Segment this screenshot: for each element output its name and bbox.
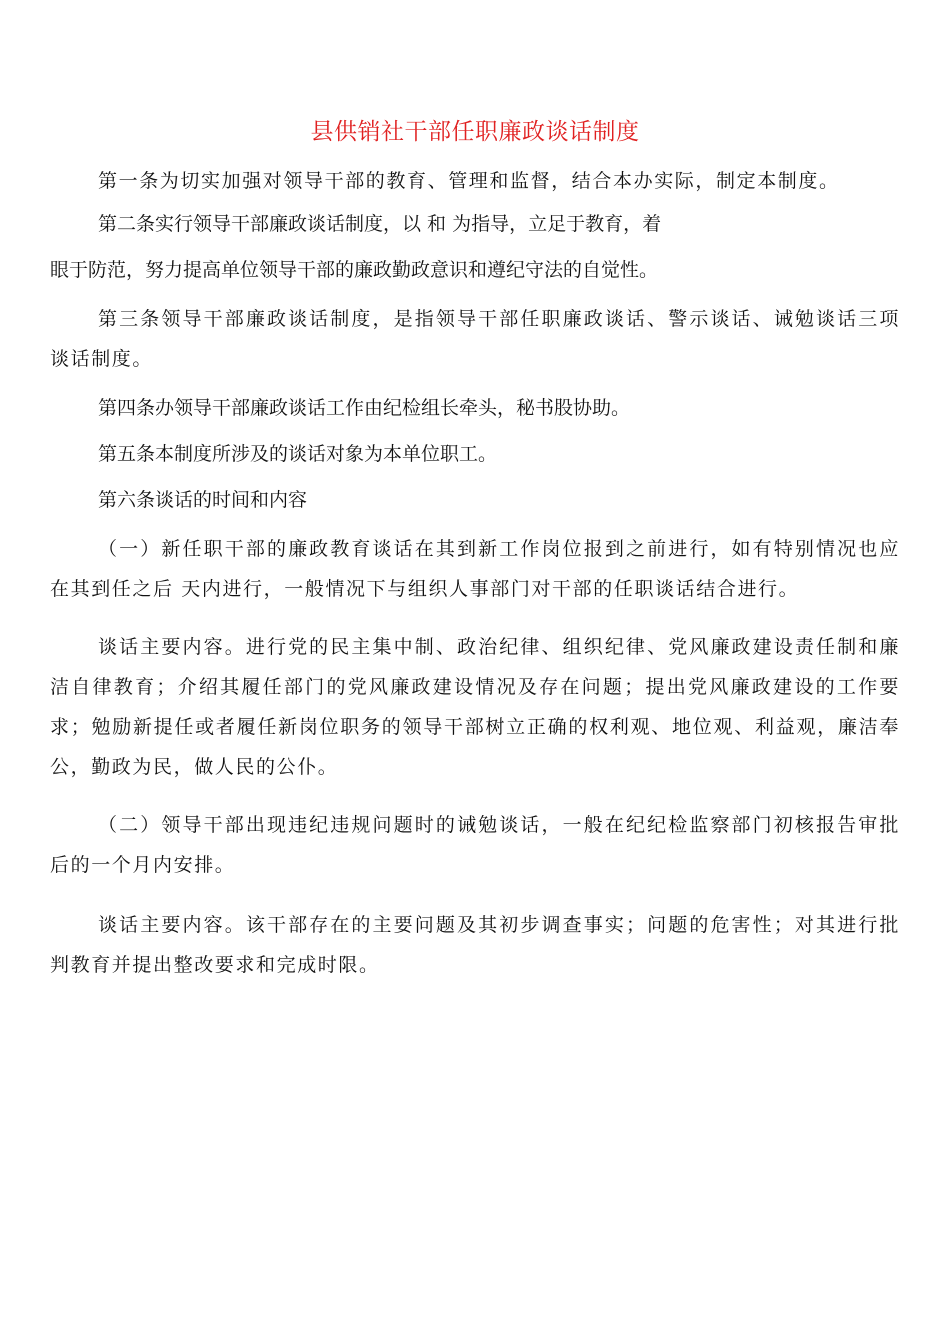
clause-2: （二）领导干部出现违纪违规问题时的诫勉谈话，一般在纪纪检监察部门初核报告审批后的一个月内安排。 xyxy=(50,814,900,876)
document-title: 县供销社干部任职廉政谈话制度 xyxy=(310,119,640,145)
article-2-line-1: 第二条实行领导干部廉政谈话制度，以 和 为指导，立足于教育，着 xyxy=(98,213,662,235)
article-2-line-2: 眼于防范，努力提高单位领导干部的廉政勤政意识和遵纪守法的自觉性。 xyxy=(50,259,659,281)
document-body xyxy=(50,167,900,985)
article-4: 第四条办领导干部廉政谈话工作由纪检组长牵头，秘书股协助。 xyxy=(98,397,631,419)
article-3: 第三条领导干部廉政谈话制度，是指领导干部任职廉政谈话、警示谈话、诫勉谈话三项谈话制度。 xyxy=(50,308,900,370)
clause-2-content: 谈话主要内容。该干部存在的主要问题及其初步调查事实；问题的危害性；对其进行批判教育并提出整改要求和完成时限。 xyxy=(50,914,900,976)
article-5: 第五条本制度所涉及的谈话对象为本单位职工。 xyxy=(98,443,498,465)
clause-1-content: 谈话主要内容。进行党的民主集中制、政治纪律、组织纪律、党风廉政建设责任制和廉洁自律教育；介绍其履任部门的党风廉政建设情况及存在问题；提出党风廉政建设的工作要求；勉励新提任或者履任新岗位职务的领导干部树立正确的权利观、地位观、利益观，廉洁奉公，勤政为民，做人民的公仆。 xyxy=(50,636,900,778)
article-6: 第六条谈话的时间和内容 xyxy=(98,489,308,511)
clause-1: （一）新任职干部的廉政教育谈话在其到新工作岗位报到之前进行，如有特别情况也应在其到任之后 天内进行，一般情况下与组织人事部门对干部的任职谈话结合进行。 xyxy=(50,538,900,600)
article-1: 第一条为切实加强对领导干部的教育、管理和监督，结合本办实际，制定本制度。 xyxy=(98,170,840,192)
